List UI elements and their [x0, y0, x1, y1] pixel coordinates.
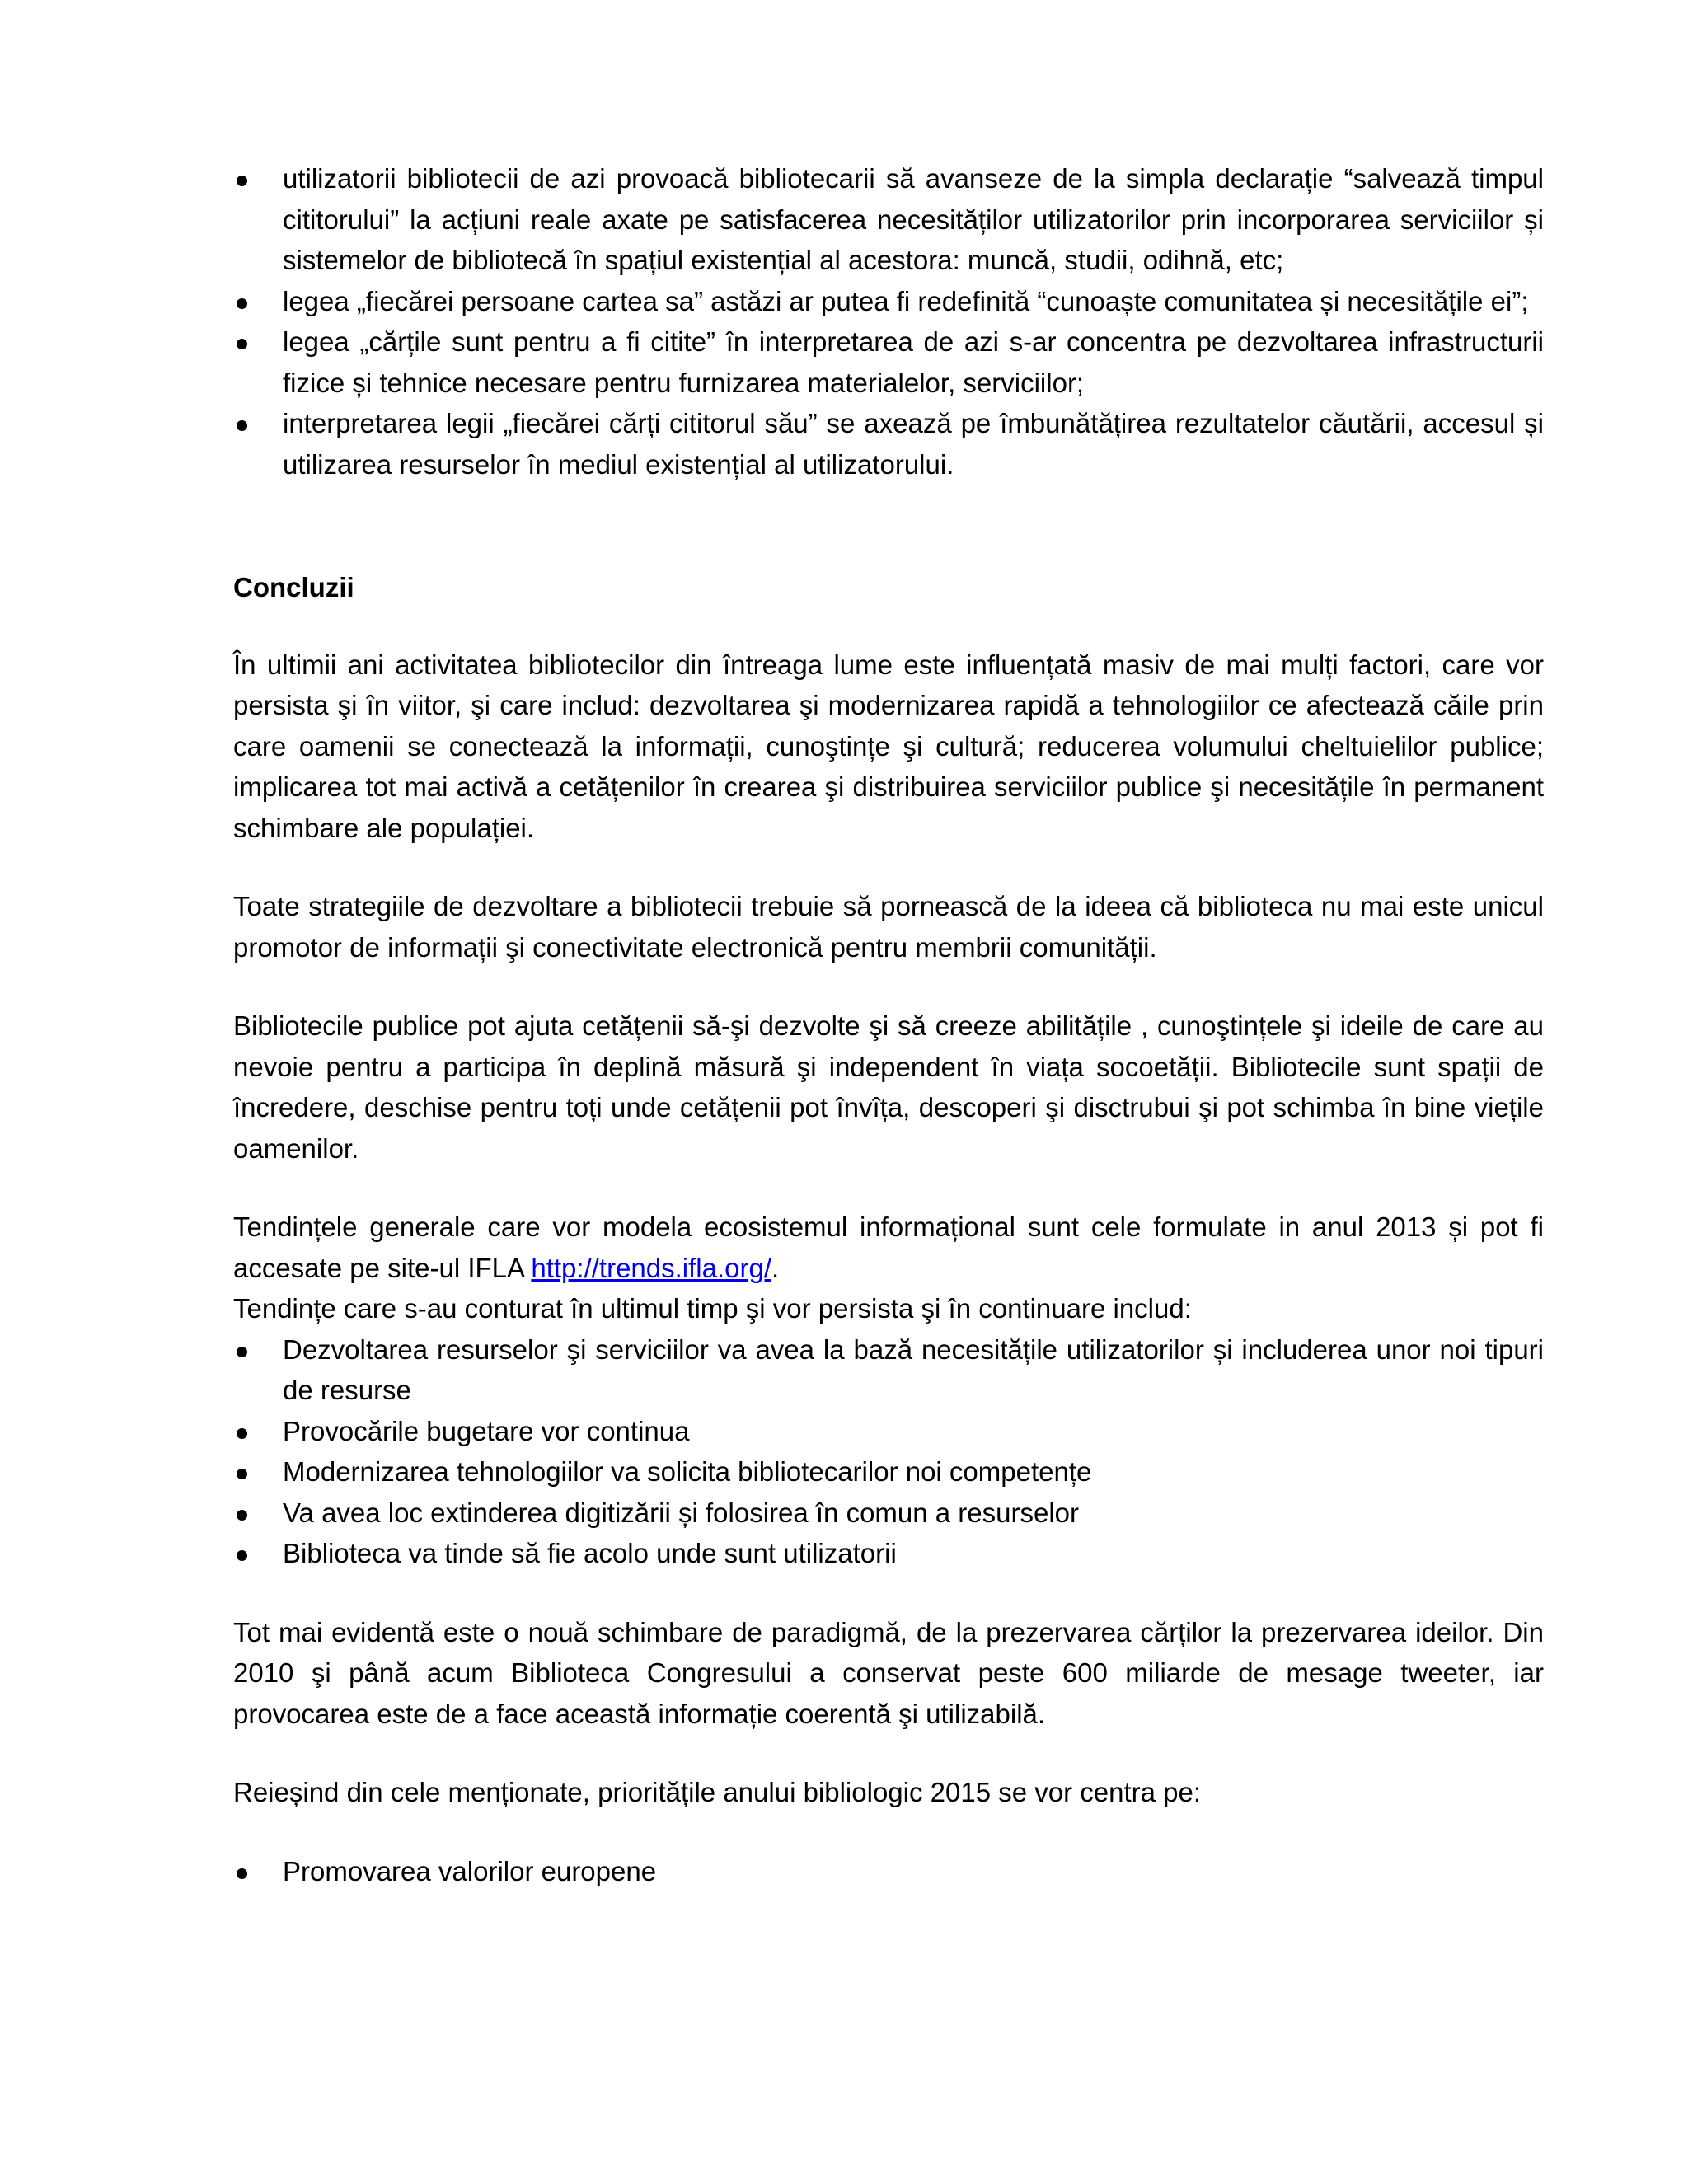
trends-text-end: .: [771, 1252, 780, 1283]
list-item-text: Dezvoltarea resurselor şi serviciilor va avea la bază necesitățile utilizatorilor și includerea unor noi tipuri de resurse: [283, 1333, 1544, 1405]
paragraph-strategies: Toate strategiile de dezvoltare a bibliotecii trebuie să pornească de la ideea că biblioteca nu mai este unicul promotor de informații şi conectivitate electronică pentru membrii comunității.: [233, 891, 1544, 963]
list-item-text: Promovarea valorilor europene: [283, 1855, 657, 1886]
ifla-trends-link[interactable]: http://trends.ifla.org/: [531, 1252, 772, 1283]
priorities-intro: Reieșind din cele menționate, prioritățile anului bibliologic 2015 se vor centra pe:: [233, 1777, 1202, 1807]
list-item-text: Va avea loc extinderea digitizării și folosirea în comun a resurselor: [283, 1497, 1080, 1528]
list-item: [233, 158, 1544, 281]
priorities-bullet-list: [233, 1851, 1544, 1892]
list-item: [233, 1411, 1544, 1452]
list-item-text: Biblioteca va tinde să fie acolo unde sunt utilizatorii: [283, 1538, 897, 1568]
bullet-icon: [237, 1347, 247, 1357]
trends-intro: Tendințe care s-au conturat în ultimul timp şi vor persista şi în continuare includ:: [233, 1293, 1192, 1324]
list-item: [233, 1329, 1544, 1411]
bullet-icon: [237, 1428, 247, 1439]
list-item: [233, 403, 1544, 485]
paragraph-trends: [233, 1207, 1544, 1288]
list-item: [233, 1493, 1544, 1534]
bullet-icon: [237, 420, 247, 431]
list-item-text: utilizatorii bibliotecii de azi provoacă bibliotecarii să avanseze de la simpla declarație “salvează timpul cititorului” la acțiuni reale axate pe satisfacerea necesităților utilizatorilor prin incorporarea serviciilor și sistemelor de bibliotecă în spațiul existențial al acestora: muncă, studii, odihnă, etc;: [283, 163, 1544, 275]
paragraph-public-libraries: Bibliotecile publice pot ajuta cetățenii să-şi dezvolte şi să creeze abilitățile , cunoştințele şi ideile de care au nevoie pentru a participa în deplină măsură şi independent în viața socoetății. Bibliotecile sunt spații de încredere, deschise pentru toți unde cetățenii pot învîța, descoperi şi disctrubui şi pot schimba în bine viețile oamenilor.: [233, 1010, 1544, 1164]
document-page: [233, 158, 1544, 1891]
list-item: [233, 321, 1544, 403]
list-item-text: interpretarea legii „fiecărei cărți cititorul său” se axează pe îmbunătățirea rezultatelor căutării, accesul și utilizarea resurselor în mediul existențial al utilizatorului.: [283, 408, 1544, 480]
list-item-text: legea „fiecărei persoane cartea sa” astăzi ar putea fi redefinită “cunoaște comunitatea și necesitățile ei”;: [283, 285, 1529, 316]
trends-text: Tendințele generale care vor modela ecosistemul informațional sunt cele formulate in anul 2013 și pot fi accesate pe site-ul IFLA: [233, 1212, 1544, 1283]
list-item: [233, 1533, 1544, 1574]
list-item: [233, 1851, 1544, 1892]
bullet-icon: [237, 1868, 247, 1879]
bullet-icon: [237, 1510, 247, 1521]
top-bullet-list: [233, 158, 1544, 485]
bullet-icon: [237, 1469, 247, 1479]
bullet-icon: [237, 298, 247, 309]
bullet-icon: [237, 1550, 247, 1561]
paragraph-influences: În ultimii ani activitatea bibliotecilor din întreaga lume este influențată masiv de mai mulți factori, care vor persista şi în viitor, şi care includ: dezvoltarea şi modernizarea rapidă a tehnologiilor ce afectează căile prin care oamenii se conectează la informații, cunoştințe şi cultură; reducerea volumului cheltuielilor publice; implicarea tot mai activă a cetățenilor în crearea şi distribuirea serviciilor publice şi necesitățile în permanent schimbare ale populației.: [233, 649, 1544, 843]
list-item-text: Modernizarea tehnologiilor va solicita bibliotecarilor noi competențe: [283, 1456, 1092, 1487]
paragraph-paradigm: Tot mai evidentă este o nouă schimbare de paradigmă, de la prezervarea cărților la prezervarea ideilor. Din 2010 şi până acum Biblioteca Congresului a conservat peste 600 miliarde de mesage tweeter, iar provocarea este de a face această informație coerentă şi utilizabilă.: [233, 1616, 1544, 1729]
bullet-icon: [237, 339, 247, 349]
trends-bullet-list: [233, 1329, 1544, 1574]
list-item-text: Provocările bugetare vor continua: [283, 1415, 690, 1446]
bullet-icon: [237, 176, 247, 186]
section-heading: Concluzii: [233, 572, 354, 602]
list-item: [233, 281, 1544, 322]
list-item: [233, 1451, 1544, 1493]
list-item-text: legea „cărțile sunt pentru a fi citite” în interpretarea de azi s-ar concentra pe dezvoltarea infrastructurii fizice și tehnice necesare pentru furnizarea materialelor, serviciilor;: [283, 326, 1544, 398]
